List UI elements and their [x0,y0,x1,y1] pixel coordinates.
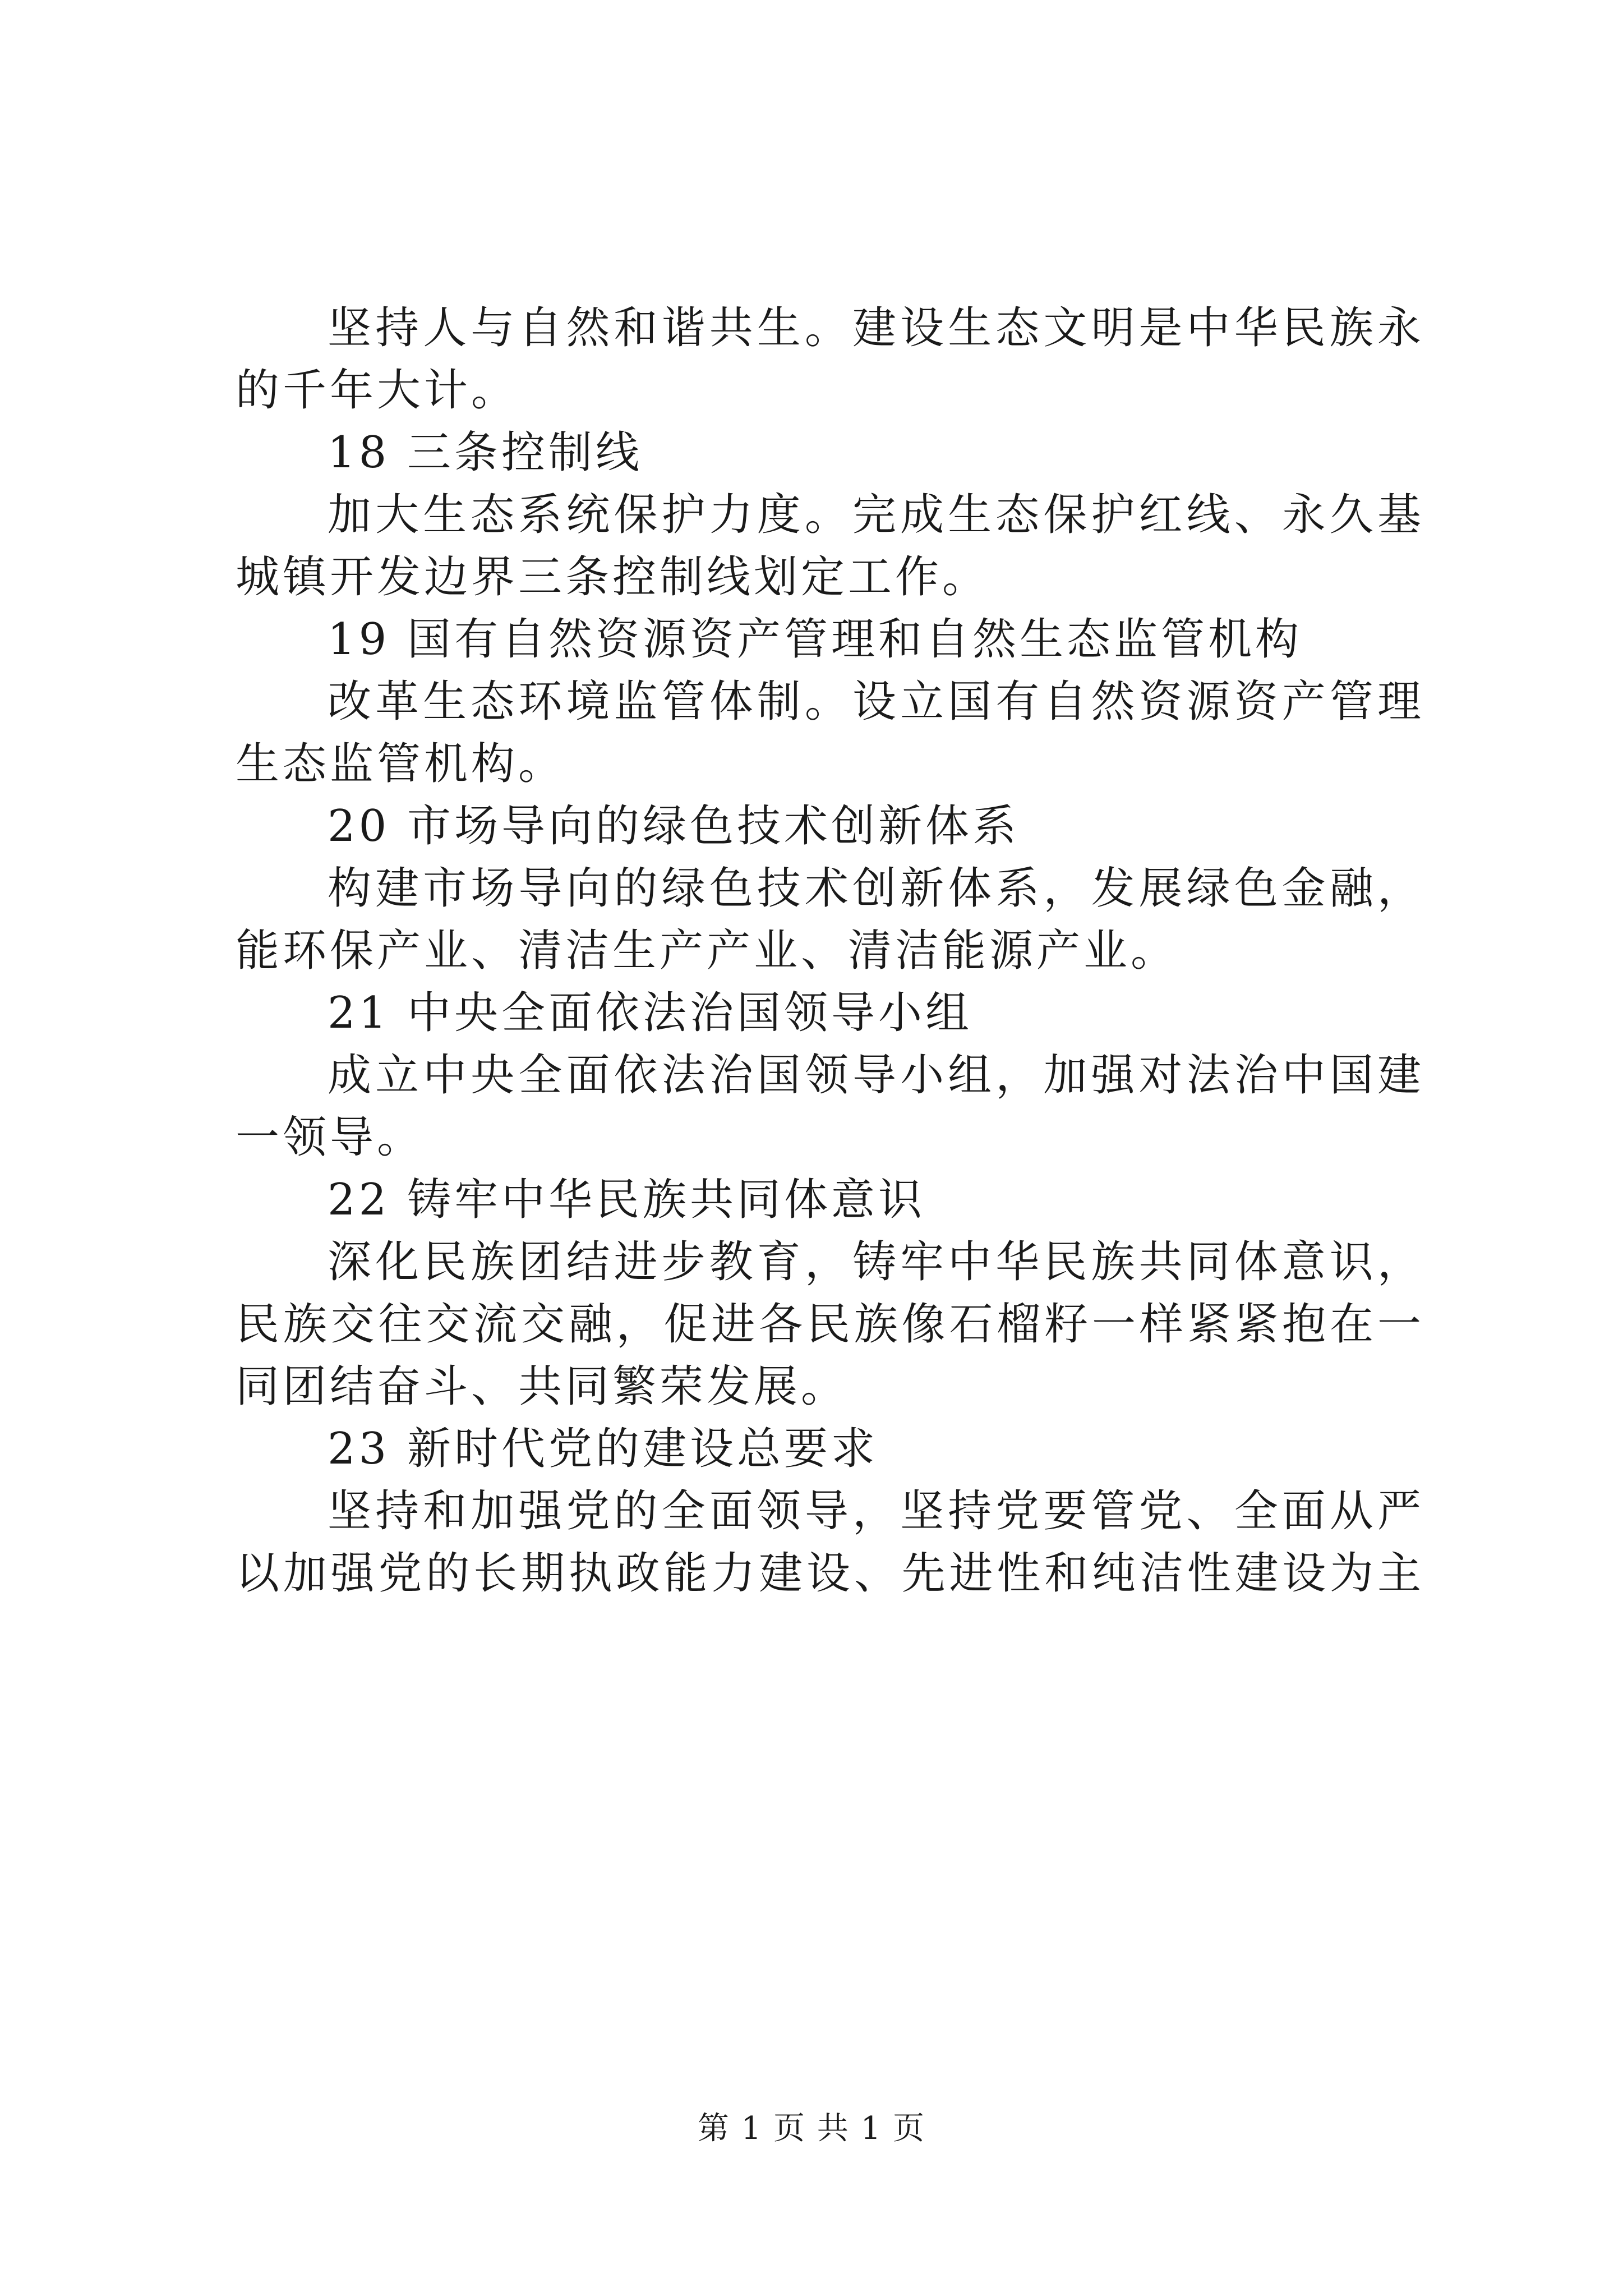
text-line: 的千年大计。 [236,365,519,416]
text-line: 22 铸牢中华民族共同体意识 [328,1175,926,1225]
text-line: 城镇开发边界三条控制线划定工作。 [236,552,990,602]
text-line: 19 国有自然资源资产管理和自然生态监管机构 [328,614,1303,665]
text-line: 21 中央全面依法治国领导小组 [328,988,973,1038]
text-line: 成立中央全面依法治国领导小组，加强对法治中国建 [328,1050,1424,1101]
text-line: 能环保产业、清洁生产产业、清洁能源产业。 [236,926,1178,976]
text-line: 23 新时代党的建设总要求 [328,1424,879,1474]
text-line: 加大生态系统保护力度。完成生态保护红线、永久基 [328,490,1424,540]
text-line: 18 三条控制线 [328,427,643,478]
text-line: 民族交往交流交融，促进各民族像石榴籽一样紧紧抱在一 [236,1299,1424,1350]
text-line: 改革生态环境监管体制。设立国有自然资源资产管理 [328,677,1424,727]
text-line: 以加强党的长期执政能力建设、先进性和纯洁性建设为主 [236,1548,1424,1599]
text-line: 深化民族团结进步教育，铸牢中华民族共同体意识， [328,1237,1424,1287]
text-line: 生态监管机构。 [236,739,566,789]
page-footer: 第 1 页 共 1 页 [697,2110,926,2147]
text-line: 坚持人与自然和谐共生。建设生态文明是中华民族永 [328,303,1424,353]
text-line: 坚持和加强党的全面领导，坚持党要管党、全面从严 [328,1486,1424,1536]
text-line: 20 市场导向的绿色技术创新体系 [328,801,1020,852]
text-line: 同团结奋斗、共同繁荣发展。 [236,1361,849,1412]
text-line: 构建市场导向的绿色技术创新体系，发展绿色金融， [328,863,1424,914]
text-line: 一领导。 [236,1112,425,1163]
document-body [236,297,1424,1605]
